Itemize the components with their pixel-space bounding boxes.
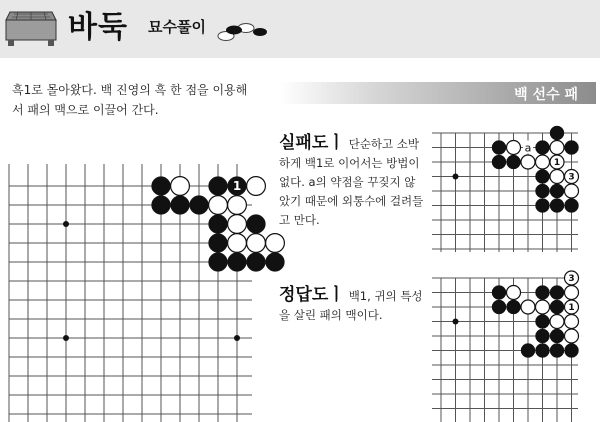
correct-star-point xyxy=(453,319,459,325)
fail-move-number: 1 xyxy=(553,157,561,168)
main-black-stone xyxy=(266,253,285,272)
fail-black-stone xyxy=(492,155,506,169)
fail-black-stone xyxy=(550,199,564,213)
main-white-stone xyxy=(266,234,285,253)
fail-white-stone xyxy=(550,141,564,155)
fail-black-stone xyxy=(536,170,550,184)
correct-board xyxy=(432,266,588,422)
fail-white-stone xyxy=(507,141,521,155)
main-star-point xyxy=(63,221,69,227)
main-black-stone xyxy=(171,196,190,215)
main-move-number: 1 xyxy=(232,178,242,193)
main-star-point xyxy=(234,335,240,341)
correct-caption-body: 백1, 귀의 특성을 살린 패의 맥이다. xyxy=(279,289,423,322)
fail-white-stone xyxy=(536,155,550,169)
failure-caption-lead: 실패도ㅣ xyxy=(279,133,345,153)
correct-black-stone xyxy=(492,300,506,314)
correct-white-stone xyxy=(565,315,579,329)
fail-black-stone xyxy=(492,141,506,155)
correct-black-stone xyxy=(536,344,550,358)
main-black-stone xyxy=(209,234,228,253)
correct-move-number: 1 xyxy=(568,302,575,313)
fail-move-number: 3 xyxy=(568,172,575,183)
fail-black-stone xyxy=(550,126,564,140)
correct-white-stone xyxy=(507,286,521,300)
correct-black-stone xyxy=(550,344,564,358)
failure-diagram-caption xyxy=(279,134,425,230)
fail-star-point xyxy=(453,174,459,180)
fail-black-stone xyxy=(507,155,521,169)
fail-white-stone xyxy=(521,155,535,169)
fail-white-stone xyxy=(565,184,579,198)
main-black-stone xyxy=(190,196,209,215)
main-black-stone xyxy=(152,196,171,215)
section-banner xyxy=(280,82,596,104)
correct-white-stone xyxy=(565,329,579,343)
fail-black-stone xyxy=(536,199,550,213)
correct-white-stone xyxy=(536,300,550,314)
correct-black-stone xyxy=(507,300,521,314)
main-white-stone xyxy=(228,215,247,234)
fail-black-stone xyxy=(536,184,550,198)
correct-caption-lead: 정답도ㅣ xyxy=(279,285,345,305)
fail-black-stone xyxy=(565,141,579,155)
main-white-stone xyxy=(247,177,266,196)
correct-black-stone xyxy=(536,315,550,329)
correct-black-stone xyxy=(565,344,579,358)
main-black-stone xyxy=(152,177,171,196)
go-board-logo-icon xyxy=(4,4,58,50)
intro-text: 흑1로 몰아왔다. 백 진영의 흑 한 점을 이용해서 패의 맥으로 이끌어 간다. xyxy=(12,83,248,117)
correct-black-stone xyxy=(550,329,564,343)
fail-black-stone xyxy=(536,141,550,155)
correct-black-stone xyxy=(536,286,550,300)
correct-black-stone xyxy=(550,300,564,314)
correct-black-stone xyxy=(492,286,506,300)
go-stones-icon xyxy=(212,20,270,50)
correct-black-stone xyxy=(521,344,535,358)
main-white-stone xyxy=(228,234,247,253)
fail-black-stone xyxy=(550,184,564,198)
correct-white-stone xyxy=(550,315,564,329)
correct-move-number: 3 xyxy=(568,273,575,284)
main-black-stone xyxy=(209,177,228,196)
main-white-stone xyxy=(228,196,247,215)
banner-label: 백 선수 패 xyxy=(514,87,578,103)
header-bar xyxy=(0,0,600,58)
correct-white-stone xyxy=(521,300,535,314)
main-black-stone xyxy=(209,253,228,272)
fail-point-label: a xyxy=(524,141,532,155)
main-black-stone xyxy=(247,215,266,234)
correct-diagram-caption xyxy=(279,286,427,325)
page-title: 바둑 xyxy=(68,10,128,45)
main-white-stone xyxy=(247,234,266,253)
correct-white-stone xyxy=(565,286,579,300)
main-star-point xyxy=(63,335,69,341)
main-black-stone xyxy=(209,215,228,234)
main-white-stone xyxy=(209,196,228,215)
correct-black-stone xyxy=(550,286,564,300)
main-black-stone xyxy=(247,253,266,272)
failure-caption-body: 단순하고 소박하게 백1로 이어서는 방법이 없다. a의 약점을 꾸짖지 않았기 때문에 외통수에 걸려들고 만다. xyxy=(279,137,424,227)
fail-black-stone xyxy=(565,199,579,213)
page-subtitle: 묘수풀이 xyxy=(148,18,206,36)
correct-black-stone xyxy=(536,329,550,343)
failure-board xyxy=(432,124,588,252)
main-white-stone xyxy=(171,177,190,196)
fail-white-stone xyxy=(550,170,564,184)
main-black-stone xyxy=(228,253,247,272)
problem-board xyxy=(0,164,252,422)
